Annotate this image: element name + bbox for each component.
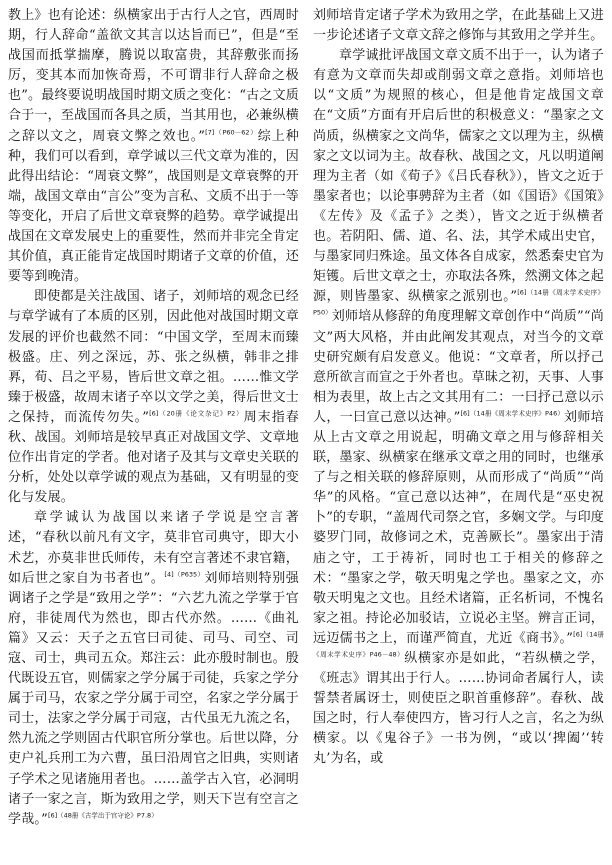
body-text: 综上种种，我们可以看到，章学诚以三代文章为准的，因此得出结论：“周衰文弊”，战国则是文章衰弊的开端，战国文章由“言公”变为言私、文质不出于一等等变化，开启了后世文章衰弊的趋势。章学诚提出战国在文章发展史上的重要性，然而并非完全肯定其价值，真正能肯定战国时期诸子文章的价值，还要等到晚清。 <box>8 128 299 285</box>
paragraph <box>8 287 299 508</box>
body-text: 即使都是关注战国、诸子，刘师培的观念已经与章学诚有了本质的区别，因此他对战国时期文章发展的评价也截然不同：“中国文学，至周末而臻极盛。庄、列之深远，苏、张之纵横，韩非之排奡，荀、吕之平易，皆后世文章之祖。……惟文学臻于极盛，故周末诸子卒以文学之美，得后世文士之保持，而流传勿失。” <box>8 289 299 425</box>
body-text: 周末指春秋、战国。刘师培是较早真正对战国文学、文章地位作出肯定的学者。他对诸子及其与文章史关联的分析，处处以章学诚的观点为基础，又有明显的变化与发展。 <box>8 409 299 506</box>
citation-marker: [7]（P60－62） <box>205 128 258 137</box>
citation-marker: [6]（14册《周末学术史序》P46） <box>460 409 565 418</box>
citation-marker: [6]（20册《论文杂记》P2） <box>149 409 244 418</box>
paragraph <box>8 508 299 830</box>
body-text: 教上》也有论述：纵横家出于古行人之官，西周时期，行人辞命“盖欲文其言以达旨而已”，但是“至战国而抵掌揣摩，腾说以取富贵，其辞敷张而扬厉，变其本而加恢奇焉，不可谓非行人辞命之极也”。最终要说明战国时期文质之变化：“古之文质合于一，至战国而各具之质，当其用也，必兼纵横之辞以文之，周衰文弊之效也。” <box>8 8 299 144</box>
body-text: 章学诚认为战国以来诸子学说是空言著述，“春秋以前凡有文字，莫非官司典守，即大小术艺，亦莫非世氏师传，未有空言著述不隶官籍，如后世之家自为书者也”。 <box>8 510 299 586</box>
right-column <box>313 6 604 859</box>
body-text: 章学诚批评战国文章文质不出于一，认为诸子有意为文章而失却或削弱文章之意指。刘师培也以“文质”为规照的核心，但是他肯定战国文章在“文质”方面有开启后世的积极意义：“墨家之文尚质，纵横家之文尚华，儒家之文以理为主，纵横家之文以词为主。故春秋、战国之文，凡以明道阐理为主者（如《荀子》《吕氏春秋》），皆文之近于墨家者也；以论事骋辞为主者（如《国语》《国策》《左传》及《孟子》之类），皆文之近于纵横者也。若阴阳、儒、道、名、法，其学术咸出史官，与墨家同归殊途。虽文体各自成家，然悉秦史官为矩镬。后世文章之士，亦取法各殊，然溯文体之起源，则皆墨家、纵横家之派别也。” <box>313 48 604 305</box>
body-text: 刘师培肯定诸子学术为致用之学，在此基础上又进一步论述诸子文章文辞之修饰与其致用之学并生。 <box>313 8 604 44</box>
body-text: 刘师培从修辞的角度理解文章创作中“尚质”“尚文”两大风格，并由此阐发其观点，对当今的文章史研究颇有启发意义。他说：“文章者，所以抒己意所欲言而宣之于外者也。草昧之初，天事、人事相为表里，故上古之文其用有二：一曰抒己意以示人，一曰宣己意以达神。” <box>313 309 604 425</box>
paragraph <box>8 6 299 287</box>
citation-marker: [6]（14册《周末学术史序》P46－48） <box>313 630 604 659</box>
citation-marker: [6]（14册《周末学术史序》P50） <box>313 288 604 318</box>
paragraph <box>313 6 604 46</box>
body-text: 刘师培则特别强调诸子之学是“致用之学”：“六艺九流之学掌于官府，非徒周代为然也，即古代亦然。……《曲礼篇》又云：天子之五官曰司徒、司马、司空、司寇、司士，典司五众。郑注云：此亦殷时制也。殷代既设五官，则儒家之学分属于司徒，兵家之学分属于司马，农家之学分属于司空，名家之学分属于司士，法家之学分属于司寇，古代虽无九流之名，然九流之学则固古代职官所分掌也。后世以降，分吏户礼兵刑工为六曹，虽曰沿周官之旧典，实则诸子学术之见诸施用者也。……盖学古入官，必洞明诸子一家之言，斯为致用之学，则天下岂有空言之学哉。” <box>8 570 299 827</box>
body-text: 刘师培从上古文章之用说起，明确文章之用与修辞相关联，墨家、纵横家在继承文章之用的同时，也继承了与之相关联的修辞原则，从而形成了“尚质”“尚华”的风格。“宣己意以达神”，在周代是“巫史祝卜”的专职，“盖周代司祭之官，多娴文学。与印度婆罗门同，故修词之术，克善厥长”。墨家出于清庙之守，工于祷祈，同时也工于相关的修辞之术：“墨家之学，敬天明鬼之学也。墨家之文，亦敬天明鬼之文也。且经术诸篇，正名析词，不愧名家之祖。持论必加驳诘，立说必主坚。辨言正词，远迈儒书之上，而谨严简直，尤近《商书》。” <box>313 409 604 646</box>
citation-marker: [6]（48册《古学出于官守论》P7.8） <box>47 811 158 820</box>
citation-marker: [4]（P635） <box>164 570 205 579</box>
paragraph <box>313 46 604 769</box>
body-text: 纵横家亦是如此，“若纵横之学，《班志》谓其出于行人。……协词命者属行人，读誓禁者属讶士，则使臣之职首重修辞”。春秋、战国之时，行人奉使四方，皆习行人之言，名之为纵横家。以《鬼谷子》一书为例，“或以‘捭阖’‘转丸’为名，或 <box>313 651 604 767</box>
left-column <box>8 6 299 859</box>
